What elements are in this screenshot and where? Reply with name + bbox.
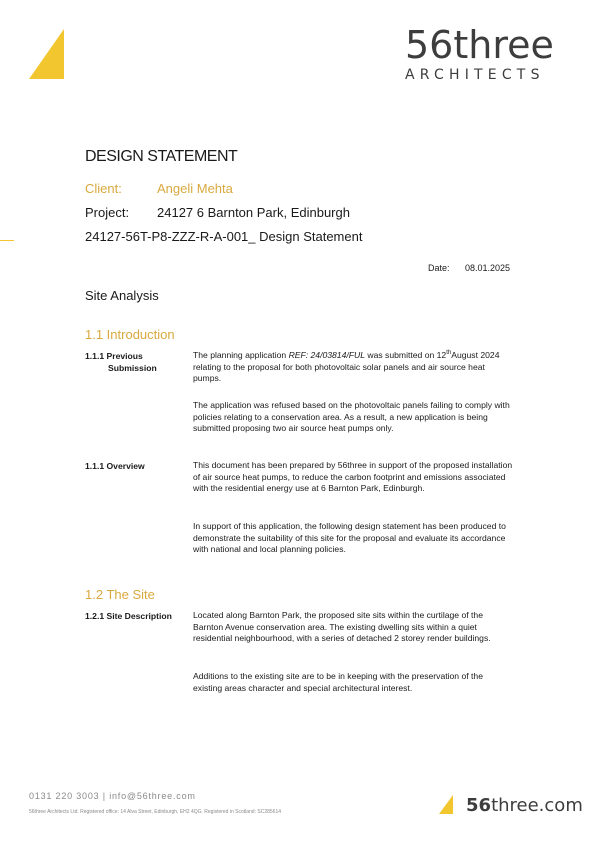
ordinal-suffix: th xyxy=(446,350,452,357)
client-label: Client: xyxy=(85,181,122,196)
date-value: 08.01.2025 xyxy=(465,263,511,273)
project-row xyxy=(85,205,350,220)
footer-triangle-decoration xyxy=(439,795,453,814)
intro-heading: 1.1 Introduction xyxy=(85,327,175,342)
site-description-paragraph-1: Located along Barnton Park, the proposed site sits within the curtilage of the Barnton Avenue conservation area. The existing dwelling sits within a quiet residential neighbourhood, with a series of detached 2 storey render buildings. xyxy=(193,610,491,644)
application-reference: REF: 24/03814/FUL xyxy=(288,350,365,360)
project-value: 24127 6 Barnton Park, Edinburgh xyxy=(157,205,350,220)
overview-label: 1.1.1 Overview xyxy=(85,461,145,471)
site-description-paragraph-2: Additions to the existing site are to be in keeping with the preservation of the existing areas character and special architectural interest. xyxy=(193,671,483,693)
previous-submission-label xyxy=(85,351,185,374)
project-label: Project: xyxy=(85,205,130,220)
footer-contact: 0131 220 3003 | info@56three.com xyxy=(29,791,196,801)
footer-logo-rest: three.com xyxy=(491,795,583,816)
client-row xyxy=(85,181,233,196)
footer-legal: 56three Architects Ltd. Registered office: 14 Alva Street, Edinburgh, EH2 4QG. Registered in Scotland: SC285614 xyxy=(29,809,281,815)
section-heading: Site Analysis xyxy=(85,288,159,303)
previous-paragraph-1 xyxy=(193,350,513,385)
company-logo xyxy=(405,25,554,83)
document-title: DESIGN STATEMENT xyxy=(85,148,238,165)
text-run: was submitted on 12 xyxy=(365,350,447,360)
text-run: August 2024 relating to the proposal for both photovoltaic solar panels and air source heat pumps. xyxy=(193,350,500,384)
overview-paragraph-2: In support of this application, the following design statement has been produced to demonstrate the suitability of this site for the proposal and evaluate its accordance with national and local planning policies. xyxy=(193,521,506,555)
date-label: Date: xyxy=(428,263,450,273)
corner-triangle-decoration xyxy=(29,29,64,79)
text-run: The planning application xyxy=(193,350,289,360)
footer-logo-bold: 56 xyxy=(466,795,492,816)
site-description-label: 1.2.1 Site Description xyxy=(85,611,172,621)
logo-wordmark: 56three xyxy=(405,23,554,67)
client-value: Angeli Mehta xyxy=(157,181,233,196)
previous-label-line2: Submission xyxy=(108,362,157,373)
margin-mark xyxy=(0,240,14,241)
document-reference: 24127-56T-P8-ZZZ-R-A-001_ Design Statement xyxy=(85,229,363,244)
previous-paragraph-2: The application was refused based on the photovoltaic panels failing to comply with policies relating to a conservation area. As a result, a new application is being submitted proposing two air source heat pumps only. xyxy=(193,400,510,434)
site-heading: 1.2 The Site xyxy=(85,587,155,602)
footer-logo xyxy=(466,795,583,816)
date-row xyxy=(428,263,510,273)
logo-subtitle: ARCHITECTS xyxy=(405,67,545,83)
overview-paragraph-1: This document has been prepared by 56three in support of the proposed installation of air source heat pumps, to reduce the carbon footprint and emissions associated with the residential energy use at 6 Barnton Park, Edinburgh. xyxy=(193,460,513,494)
previous-label-line1: 1.1.1 Previous xyxy=(85,351,143,361)
